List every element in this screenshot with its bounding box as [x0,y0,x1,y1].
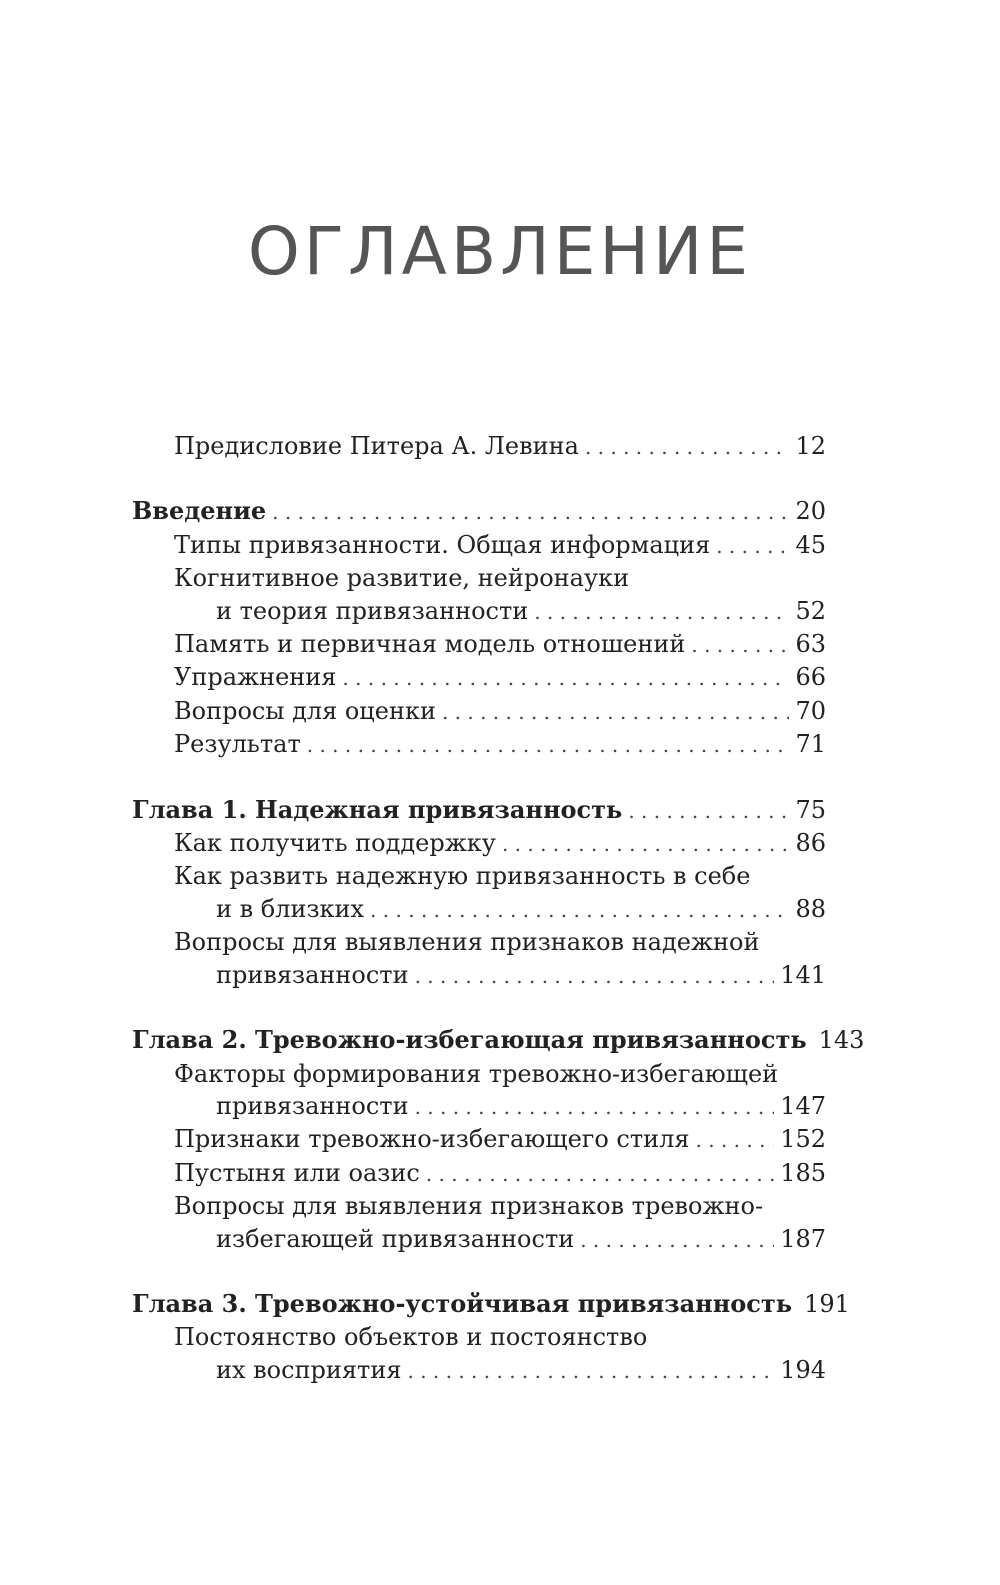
toc-entry-title: Результат [174,730,301,759]
toc-page-number: 66 [795,663,826,692]
toc-entry [132,661,826,694]
toc-entry [132,430,826,463]
toc-page-number: 88 [795,894,826,923]
dot-leader [502,827,790,860]
toc-entry-title: Введение [132,496,267,526]
dot-leader [628,794,789,827]
toc-entry-title: Когнитивное развитие, нейронауки [174,564,630,593]
toc-page-number: 143 [818,1026,865,1055]
toc-entry-title: и теория привязанности [216,596,529,625]
toc-page-number: 152 [780,1125,826,1154]
toc-entry-title: Глава 3. Тревожно-устойчивая привязанность [132,1288,793,1318]
toc-entry-title: Факторы формирования тревожно-избегающей [174,1059,779,1088]
toc-entry [132,1123,826,1156]
toc-entry [132,1321,826,1353]
dot-leader [696,1123,775,1156]
toc-page-number: 20 [795,497,826,526]
dot-leader [370,893,789,926]
dot-leader [342,661,789,694]
page-title: ОГЛАВЛЕНИЕ [247,213,753,290]
dot-leader [407,1354,774,1387]
dot-leader [585,430,790,463]
toc-entry-title: и в близких [216,894,365,923]
toc-page-number: 45 [795,530,826,559]
toc-page-number: 75 [795,795,826,824]
toc-entry-title: избегающей привязанности [216,1224,575,1253]
toc-section [132,1024,865,1256]
dot-leader [691,628,789,661]
toc-entry [132,827,826,860]
toc-entry [132,1157,826,1190]
toc-section [132,794,826,992]
toc-page-number: 187 [780,1224,826,1253]
toc-section [132,495,826,761]
toc-entry [132,860,826,892]
toc-section [132,1288,850,1387]
toc-page-number: 86 [795,829,826,858]
toc-entry-title: Вопросы для оценки [174,696,436,725]
dot-leader [426,1157,774,1190]
toc-entry-title: Признаки тревожно-избегающего стиля [174,1125,690,1154]
dot-leader [442,695,790,728]
dot-leader [272,495,789,528]
toc-page-number: 70 [795,696,826,725]
toc-entry-title: Типы привязанности. Общая информация [174,530,711,559]
toc-entry [132,893,826,926]
toc-page-number: 63 [795,630,826,659]
table-of-contents [132,430,865,1419]
toc-chapter-entry [132,495,826,528]
toc-entry-title: привязанности [216,960,409,989]
toc-entry-title: Предисловие Питера А. Левина [174,432,579,460]
toc-page-number: 191 [804,1289,850,1318]
toc-chapter-entry [132,1288,850,1321]
toc-chapter-entry [132,1024,865,1057]
toc-page-number: 12 [795,432,826,460]
toc-page-number: 194 [780,1355,826,1384]
toc-entry [132,959,826,992]
toc-entry-title: Как развить надежную привязанность в себе [174,862,751,891]
toc-page-number: 141 [780,960,826,989]
toc-entry [132,695,826,728]
toc-entry [132,1354,826,1387]
toc-entry [132,1190,826,1222]
toc-entry-title: Вопросы для выявления признаков тревожно- [174,1192,764,1221]
toc-entry-title: их восприятия [216,1355,402,1384]
toc-entry-title: Упражнения [174,663,337,692]
toc-entry-title: Пустыня или оазис [174,1158,420,1187]
toc-page-number: 52 [795,596,826,625]
toc-section [132,430,826,463]
dot-leader [415,1090,775,1123]
toc-entry [132,562,826,594]
toc-page-number: 147 [780,1091,826,1120]
dot-leader [580,1223,774,1256]
toc-entry [132,595,826,628]
dot-leader [415,959,775,992]
toc-entry-title: привязанности [216,1091,409,1120]
dot-leader [307,728,790,761]
toc-page-number: 185 [780,1158,826,1187]
toc-entry-title: Глава 1. Надежная привязанность [132,794,623,824]
toc-entry-title: Постоянство объектов и постоянство [174,1323,648,1352]
dot-leader [716,529,789,562]
toc-entry [132,926,826,958]
toc-entry [132,1223,826,1256]
toc-page-number: 71 [795,730,826,759]
toc-entry [132,1058,826,1090]
toc-entry-title: Глава 2. Тревожно-избегающая привязанность [132,1025,807,1055]
toc-entry [132,728,826,761]
toc-entry-title: Вопросы для выявления признаков надежной [174,928,760,957]
toc-chapter-entry [132,794,826,827]
toc-entry [132,1090,826,1123]
toc-entry-title: Память и первичная модель отношений [174,630,686,659]
toc-entry [132,628,826,661]
toc-entry [132,529,826,562]
toc-entry-title: Как получить поддержку [174,829,496,858]
dot-leader [534,595,789,628]
